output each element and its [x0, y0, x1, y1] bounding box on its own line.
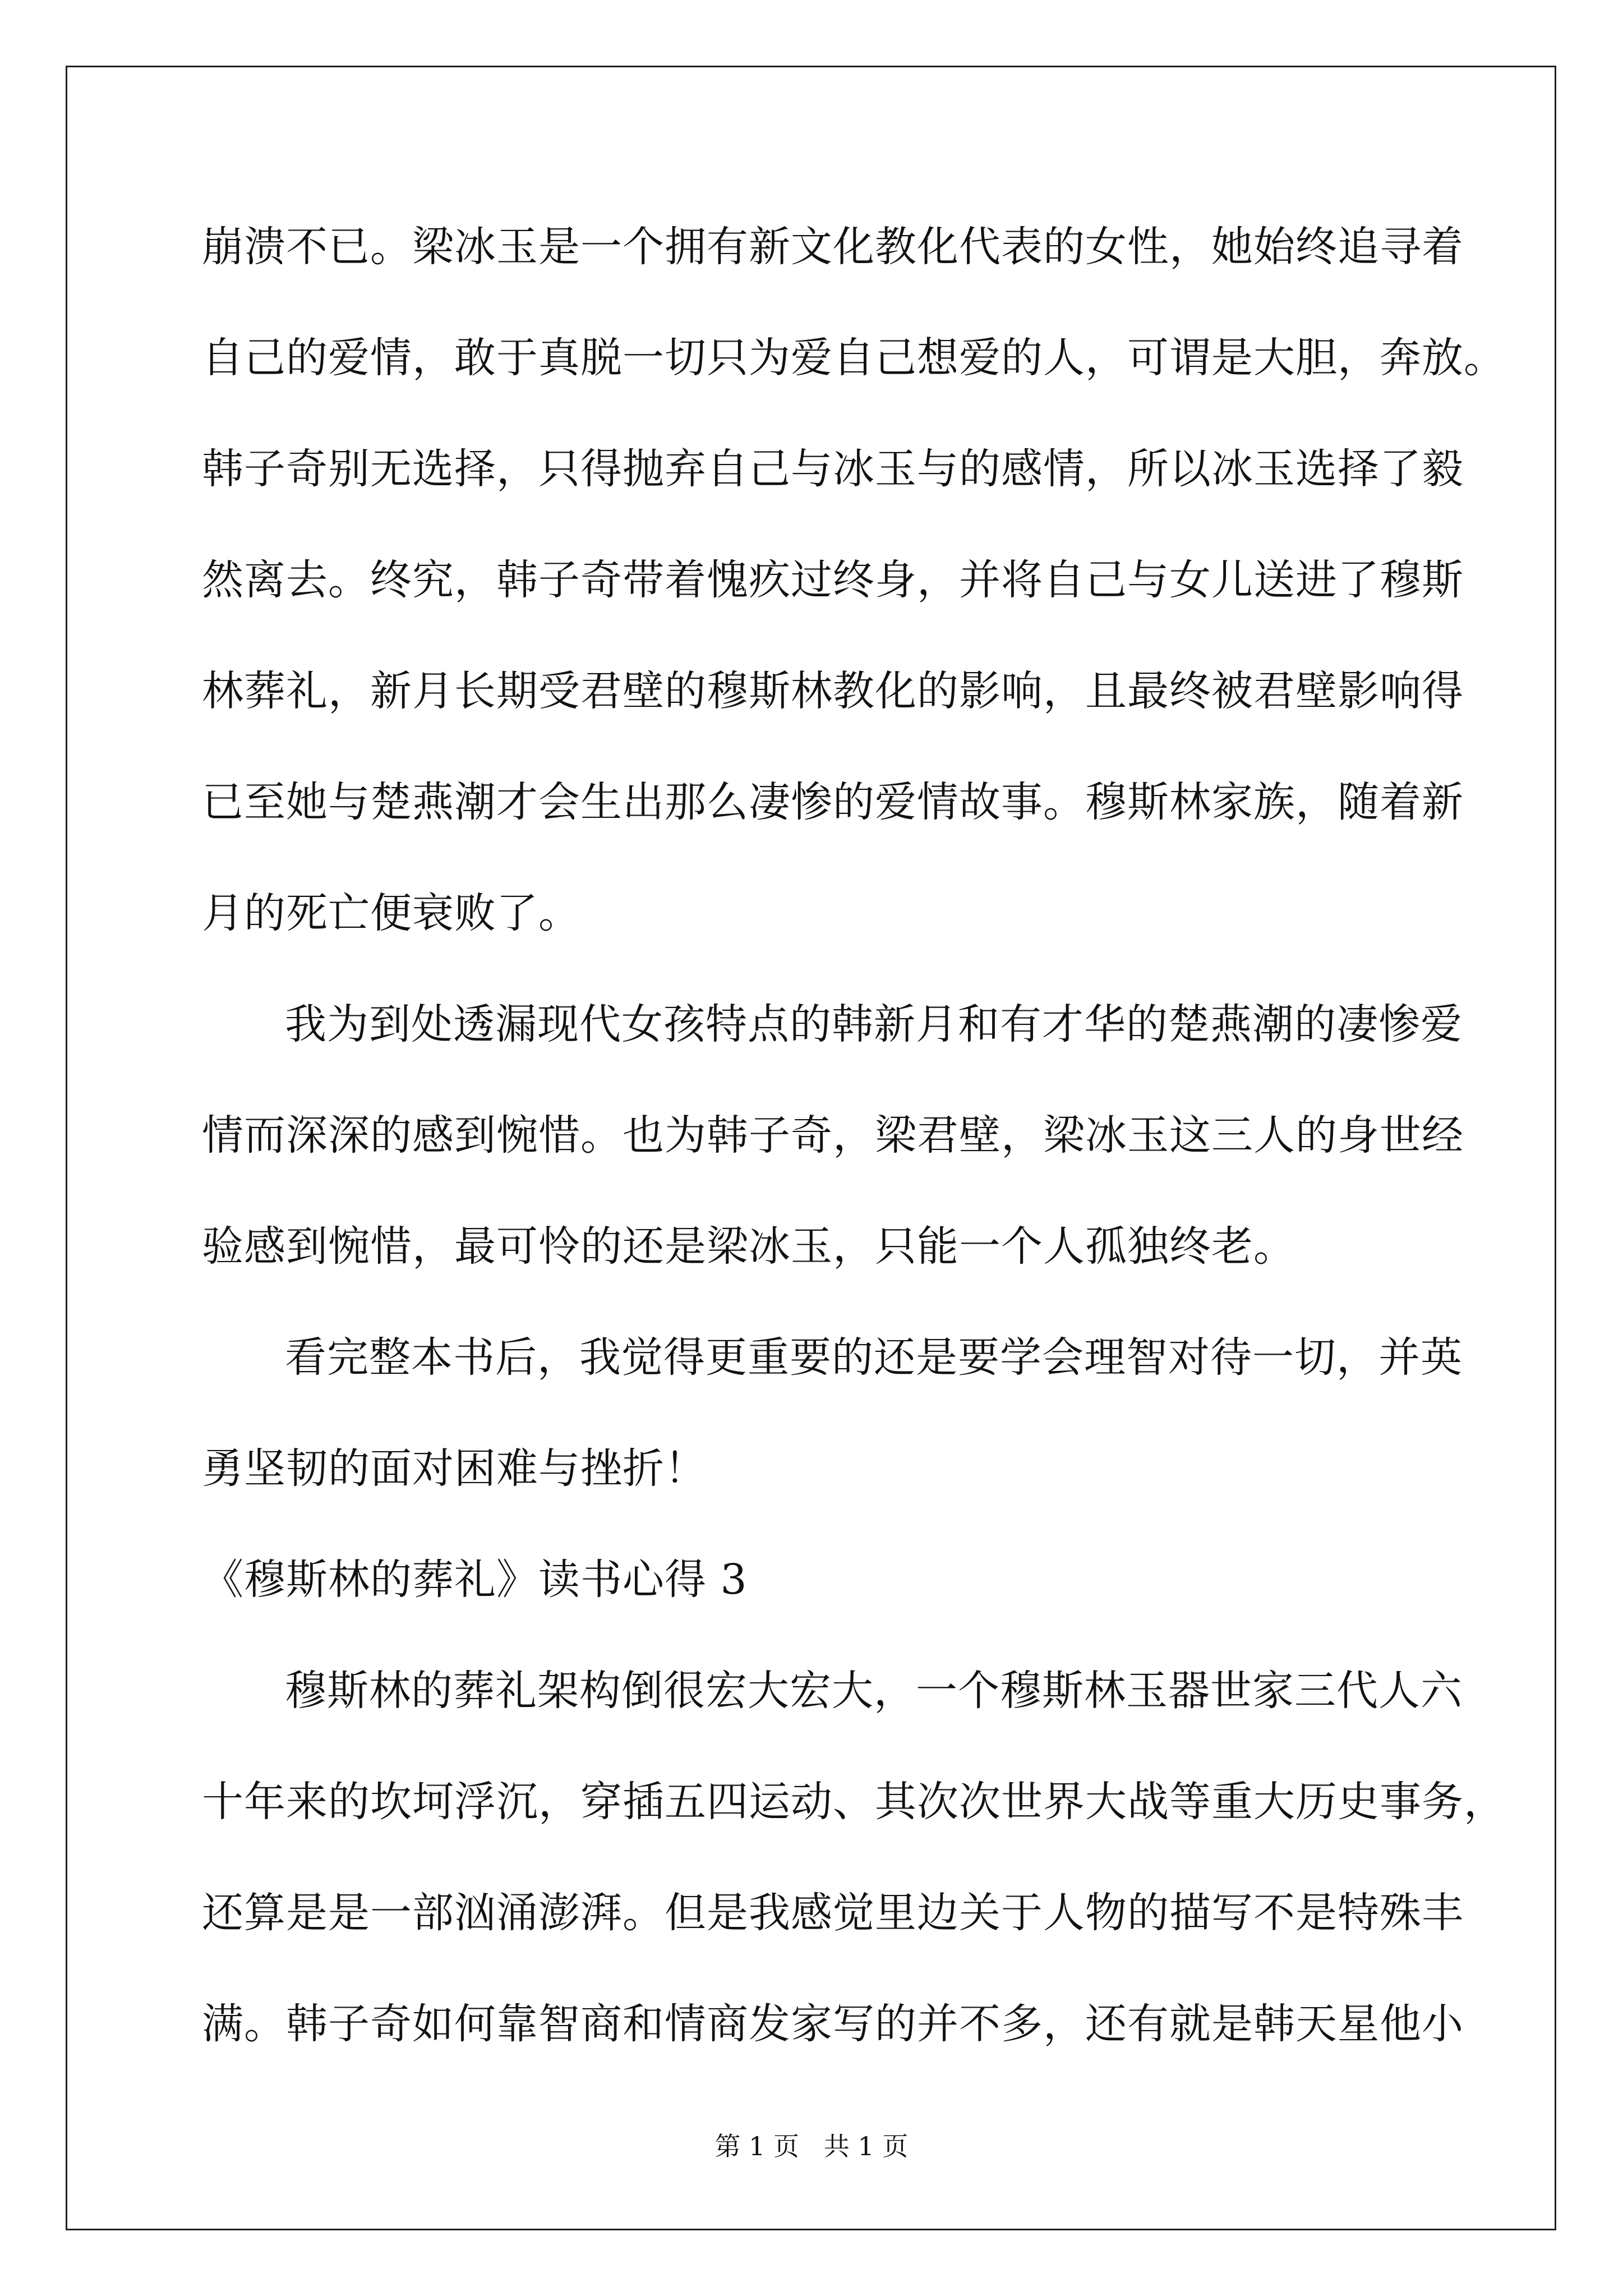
text-line: 崩溃不已。梁冰玉是一个拥有新文化教化代表的女性，她始终追寻着: [202, 223, 1464, 271]
text-line: 情而深深的感到惋惜。也为韩子奇，梁君壁，梁冰玉这三人的身世经: [202, 1111, 1464, 1159]
text-line: 勇坚韧的面对困难与挫折！: [202, 1444, 707, 1493]
paragraph-first-line: 穆斯林的葬礼架构倒很宏大宏大，一个穆斯林玉器世家三代人六: [285, 1667, 1463, 1715]
text-line: 月的死亡便衰败了。: [202, 889, 580, 937]
text-line: 然离去。终究，韩子奇带着愧疚过终身，并将自己与女儿送进了穆斯: [202, 556, 1464, 604]
text-line: 十年来的坎坷浮沉，穿插五四运动、其次次世界大战等重大历史事务，: [202, 1778, 1506, 1826]
section-heading: 《穆斯林的葬礼》读书心得 3: [202, 1556, 748, 1604]
paragraph-first-line: 我为到处透漏现代女孩特点的韩新月和有才华的楚燕潮的凄惨爱: [285, 1000, 1463, 1048]
text-line: 还算是是一部汹涌澎湃。但是我感觉里边关于人物的描写不是特殊丰: [202, 1889, 1464, 1937]
text-line: 满。韩子奇如何靠智商和情商发家写的并不多，还有就是韩天星他小: [202, 2000, 1464, 2048]
text-line: 自己的爱情，敢于真脱一切只为爱自己想爱的人，可谓是大胆，奔放。: [202, 334, 1506, 382]
text-line: 林葬礼，新月长期受君壁的穆斯林教化的影响，且最终被君壁影响得: [202, 667, 1464, 715]
paragraph-first-line: 看完整本书后，我觉得更重要的还是要学会理智对待一切，并英: [285, 1333, 1463, 1382]
text-line: 韩子奇别无选择，只得抛弃自己与冰玉与的感情，所以冰玉选择了毅: [202, 445, 1464, 493]
text-line: 已至她与楚燕潮才会生出那么凄惨的爱情故事。穆斯林家族，随着新: [202, 778, 1464, 826]
page-footer: 第 1 页 共 1 页: [714, 2131, 909, 2161]
text-line: 验感到惋惜，最可怜的还是梁冰玉，只能一个人孤独终老。: [202, 1222, 1295, 1271]
